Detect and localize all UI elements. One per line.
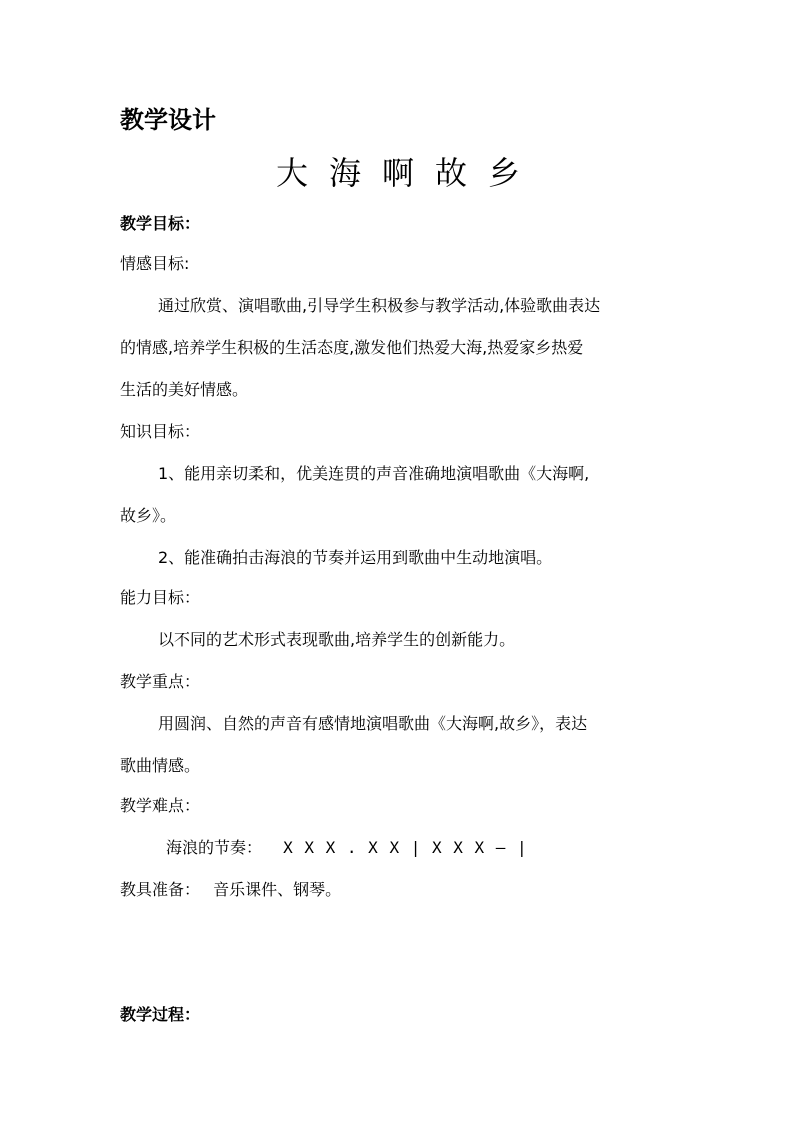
rhythm-line (166, 835, 528, 858)
document-title: 大海啊故乡 (276, 154, 542, 192)
objectives-label: 教学目标： (120, 214, 201, 233)
emotional-objective-label: 情感目标: (120, 254, 190, 273)
process-label: 教学过程： (120, 1005, 201, 1024)
emotional-objective-line: 的情感,培养学生积极的生活态度,激发他们热爱大海,热爱家乡热爱 (120, 338, 584, 357)
materials-label: 教具准备： (120, 880, 201, 899)
difficulty-label: 教学难点： (120, 796, 201, 815)
document-heading: 教学设计 (120, 106, 216, 134)
knowledge-item-2: 2、能准确拍击海浪的节奏并运用到歌曲中生动地演唱。 (158, 548, 553, 567)
rhythm-label: 海浪的节奏： (166, 838, 263, 857)
ability-objective-text: 以不同的艺术形式表现歌曲,培养学生的创新能力。 (158, 630, 516, 649)
knowledge-objective-label: 知识目标： (120, 422, 201, 441)
key-point-line: 用圆润、自然的声音有感情地演唱歌曲《大海啊,故乡》，表达 (158, 714, 588, 733)
materials-line (120, 877, 341, 900)
emotional-objective-line: 生活的美好情感。 (120, 380, 249, 399)
key-point-label: 教学重点： (120, 672, 201, 691)
knowledge-item-1-line: 故乡》。 (120, 506, 177, 525)
emotional-objective-line: 通过欣赏、演唱歌曲,引导学生积极参与教学活动,体验歌曲表达 (158, 296, 601, 315)
knowledge-item-1-line: 1、能用亲切柔和，优美连贯的声音准确地演唱歌曲《大海啊, (158, 464, 590, 483)
ability-objective-label: 能力目标： (120, 588, 201, 607)
materials-text: 音乐课件、钢琴。 (213, 880, 342, 899)
rhythm-notation: X X X . X X | X X X — | (283, 838, 528, 857)
key-point-line: 歌曲情感。 (120, 756, 201, 775)
